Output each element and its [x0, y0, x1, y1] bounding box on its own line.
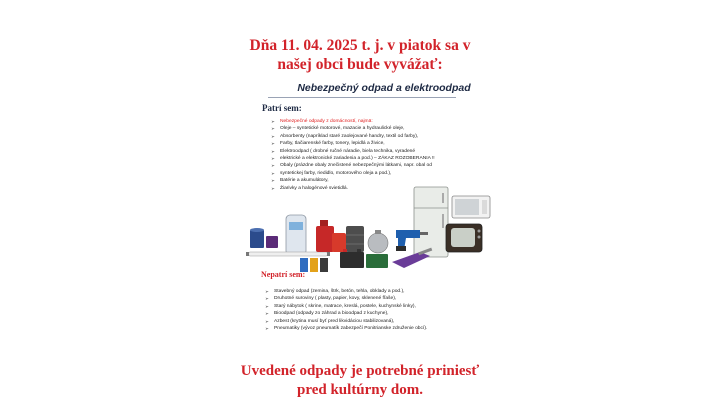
- header-line-2: našej obci bude vyvážať:: [277, 56, 443, 73]
- gas-cylinder-icon: [368, 230, 388, 253]
- fuel-canister-icon: [316, 220, 346, 252]
- list-item: ➢ elektrické a elektronické zariadenia a pod.) – ZÁKAZ ROZOBERANIA !!: [271, 155, 476, 162]
- oil-barrel-icon: [346, 226, 364, 252]
- footer-line-1: Uvedené odpady je potrebné priniesť: [240, 363, 480, 379]
- list-item: ➢ Nebezpečné odpady z domácností, najmä:: [271, 118, 476, 125]
- list-item: ➢ Stavebný odpad (zemina, štrk, betón, tehla, obklady a pod.),: [265, 288, 495, 295]
- list-item: ➢ Druhotné suroviny ( plasty, papier, kovy, sklenené fľaše),: [265, 295, 495, 302]
- collection-point-footer: [210, 362, 510, 400]
- list-item: ➢ Azbest (krytina musí byť pred likvidáciou stabilizovaná),: [265, 318, 495, 325]
- list-item: ➢ Žiarivky a halogénové svietidlá.: [271, 185, 476, 192]
- list-item: ➢ Bioodpad (odpady zo záhrad a bioodpad z kuchyne),: [265, 310, 495, 317]
- list-item: ➢ Elektroodpad ( drobné ručné náradie, biela technika, vyradené: [271, 148, 476, 155]
- list-item: ➢ Batérie a akumulátory,: [271, 177, 476, 184]
- list-item: ➢ Oleje – syntetické motorové, mazacie a hydraulické oleje,: [271, 125, 476, 132]
- television-icon: [446, 224, 482, 252]
- refrigerator-icon: [414, 187, 448, 257]
- footer-line-2: pred kultúrny dom.: [296, 382, 423, 398]
- list-item: ➢ Starý nábytok ( skrine, matrace, kreslá, postele, kuchynské linky),: [265, 303, 495, 310]
- fluorescent-tube-icon: [246, 252, 330, 256]
- list-item: ➢ syntetickej farby, riedidlo, motorového oleja a pod.),: [271, 170, 476, 177]
- list-item: ➢ Obaly (prázdne obaly znečistené nebezpečnými látkami, napr. obal od: [271, 162, 476, 169]
- list-item: ➢ Absorbenty (napríklad staré zaolejované handry, textil od farby),: [271, 133, 476, 140]
- waste-type-subtitle: Nebezpečný odpad a elektroodpad: [297, 82, 471, 94]
- header-line-1: Dňa 11. 04. 2025 t. j. v piatok sa v: [249, 37, 471, 54]
- not-allowed-heading: Nepatrí sem:: [261, 270, 306, 279]
- water-heater-icon: [286, 215, 306, 255]
- paint-can-icon: [250, 228, 278, 248]
- microwave-icon: [452, 196, 490, 218]
- allowed-heading: Patrí sem:: [262, 103, 302, 113]
- list-item: ➢ Pneumatiky (vývoz pneumatík zabezpečí Ponitrianske združenie obcí).: [265, 325, 495, 332]
- not-allowed-items-list: [265, 288, 495, 332]
- list-item: ➢ Farby, tlačiarenské farby, tonery, lepidlá a živice,: [271, 140, 476, 147]
